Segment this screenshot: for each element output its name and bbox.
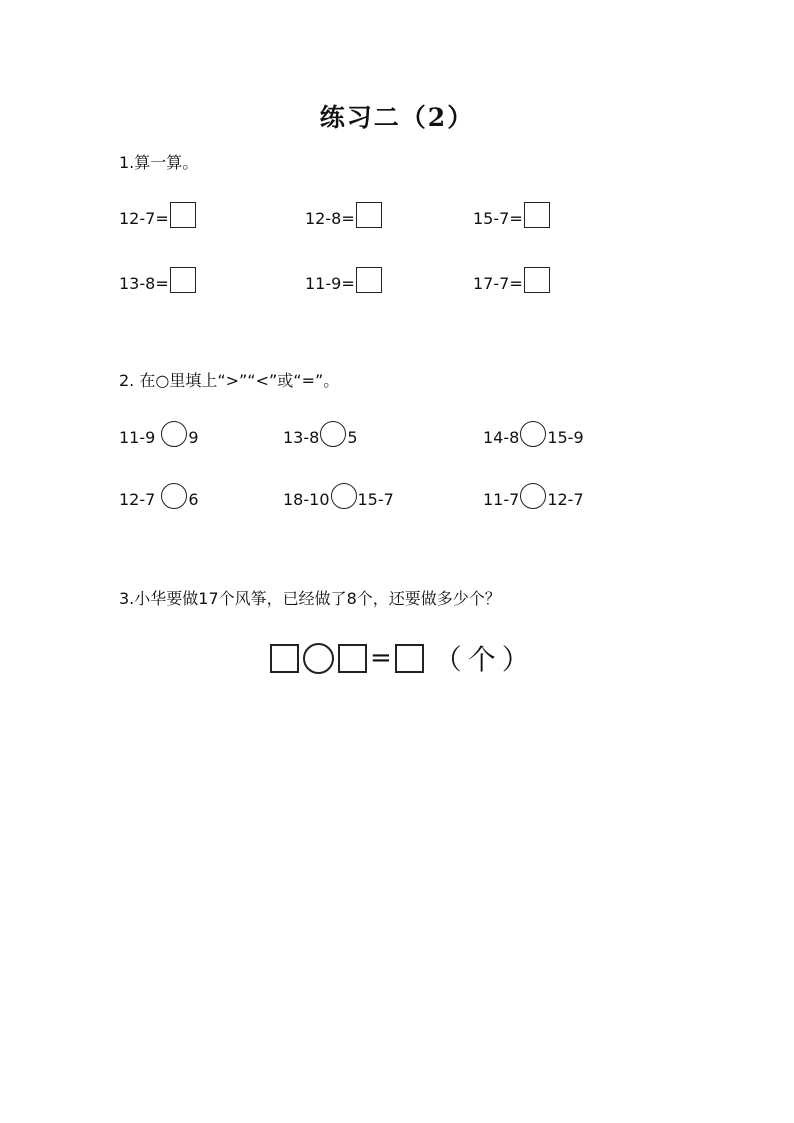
answer-equation — [270, 638, 536, 678]
compare-right: 15-7 — [357, 490, 394, 509]
compare-circle[interactable] — [520, 421, 546, 447]
compare-right: 12-7 — [547, 490, 584, 509]
calc-item-3 — [473, 196, 550, 228]
calc-expression: 13-8= — [119, 274, 169, 293]
compare-item-5 — [283, 477, 394, 509]
answer-box-subtrahend[interactable] — [338, 644, 367, 673]
compare-right: 9 — [188, 428, 199, 447]
calc-expression: 12-7= — [119, 209, 169, 228]
operator-circle[interactable] — [303, 643, 334, 674]
compare-circle[interactable] — [161, 421, 187, 447]
answer-box[interactable] — [524, 202, 550, 228]
compare-item-4 — [119, 477, 199, 509]
compare-left: 11-9 — [119, 428, 161, 447]
answer-box[interactable] — [170, 202, 196, 228]
compare-circle[interactable] — [520, 483, 546, 509]
unit-label: （个） — [433, 643, 536, 676]
calc-item-5 — [305, 261, 382, 293]
compare-item-6 — [483, 477, 584, 509]
calc-item-4 — [119, 261, 196, 293]
compare-right: 15-9 — [547, 428, 584, 447]
answer-box[interactable] — [356, 202, 382, 228]
compare-item-3 — [483, 415, 584, 447]
section-3-heading: 3.小华要做17个风筝，已经做了8个，还要做多少个？ — [119, 589, 501, 608]
answer-box-result[interactable] — [395, 644, 424, 673]
compare-circle[interactable] — [331, 483, 357, 509]
calc-expression: 12-8= — [305, 209, 355, 228]
equals-sign: = — [370, 643, 392, 673]
answer-box[interactable] — [524, 267, 550, 293]
section-2-heading: 2. 在○里填上“>”“<”或“=”。 — [119, 371, 340, 390]
answer-box-minuend[interactable] — [270, 644, 299, 673]
section-1-heading: 1.算一算。 — [119, 153, 199, 172]
calc-expression: 15-7= — [473, 209, 523, 228]
compare-left: 18-10 — [283, 490, 330, 509]
compare-item-2 — [283, 415, 358, 447]
page-title: 练习二（2） — [319, 103, 475, 132]
compare-right: 5 — [347, 428, 358, 447]
compare-left: 12-7 — [119, 490, 161, 509]
compare-circle[interactable] — [320, 421, 346, 447]
answer-box[interactable] — [356, 267, 382, 293]
compare-left: 13-8 — [283, 428, 320, 447]
compare-item-1 — [119, 415, 199, 447]
calc-item-1 — [119, 196, 196, 228]
compare-right: 6 — [188, 490, 199, 509]
compare-left: 11-7 — [483, 490, 520, 509]
calc-expression: 17-7= — [473, 274, 523, 293]
compare-circle[interactable] — [161, 483, 187, 509]
answer-box[interactable] — [170, 267, 196, 293]
calc-expression: 11-9= — [305, 274, 355, 293]
calc-item-2 — [305, 196, 382, 228]
calc-item-6 — [473, 261, 550, 293]
compare-left: 14-8 — [483, 428, 520, 447]
